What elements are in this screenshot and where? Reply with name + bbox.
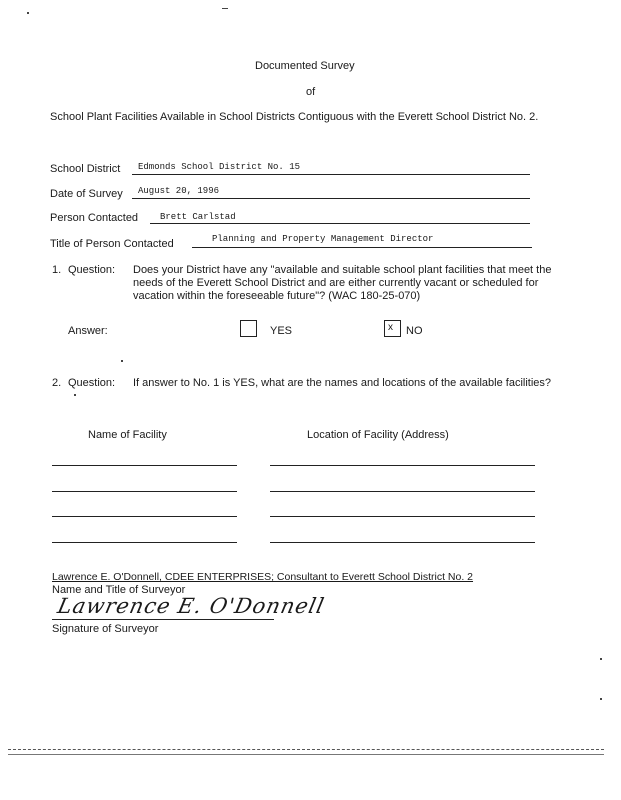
scan-speck (74, 394, 76, 396)
no-label: NO (406, 325, 423, 337)
scan-speck (222, 8, 228, 9)
title-contacted-value: Planning and Property Management Director (212, 234, 434, 244)
title-contacted-line (192, 247, 532, 248)
scan-speck (600, 658, 602, 660)
q2-text: If answer to No. 1 is YES, what are the names and locations of the available facilities? (133, 377, 552, 389)
no-check-mark: x (388, 322, 393, 333)
facility-location-line (270, 516, 535, 517)
scan-bottom-edge (8, 754, 604, 755)
surveyor-name-title-label: Name and Title of Surveyor (52, 584, 186, 596)
school-district-line (132, 174, 530, 175)
title-contacted-label: Title of Person Contacted (50, 238, 174, 250)
surveyor-name-title: Lawrence E. O'Donnell, CDEE ENTERPRISES; Consultant to Everett School District No. 2 (52, 571, 474, 583)
signature-line (52, 619, 274, 620)
date-of-survey-label: Date of Survey (50, 188, 123, 200)
signature-label: Signature of Surveyor (52, 623, 159, 635)
yes-checkbox[interactable] (240, 320, 257, 337)
facility-name-header: Name of Facility (88, 429, 167, 441)
facility-location-line (270, 491, 535, 492)
scan-speck (600, 698, 602, 700)
date-of-survey-line (132, 198, 530, 199)
facility-name-line (52, 465, 237, 466)
scan-speck (121, 360, 123, 362)
document-subtitle: School Plant Facilities Available in School Districts Contiguous with the Everett School District No. 2. (50, 111, 539, 123)
school-district-label: School District (50, 163, 121, 175)
facility-name-line (52, 491, 237, 492)
q1-number: 1. (52, 264, 62, 276)
signature-image: Lawrence E. O'Donnell (55, 594, 327, 618)
person-contacted-line (150, 223, 530, 224)
person-contacted-value: Brett Carlstad (160, 212, 236, 222)
q2-label: Question: (68, 377, 116, 389)
answer-label: Answer: (68, 325, 108, 337)
date-of-survey-value: August 20, 1996 (138, 186, 220, 196)
yes-label: YES (270, 325, 293, 337)
school-district-value: Edmonds School District No. 15 (138, 162, 301, 172)
facility-name-line (52, 542, 237, 543)
document-title: Documented Survey (255, 60, 355, 72)
of-text: of (306, 86, 316, 98)
facility-name-line (52, 516, 237, 517)
q1-label: Question: (68, 264, 116, 276)
scan-speck (27, 12, 29, 14)
q2-number: 2. (52, 377, 62, 389)
no-checkbox[interactable] (384, 320, 401, 337)
q1-text: Does your District have any "available and suitable school plant facilities that meet the needs of the Everett School District and are either currently vacant or scheduled for vacation within the foreseeable future"? (WAC 180-25-070) (133, 264, 552, 302)
facility-location-header: Location of Facility (Address) (307, 429, 449, 441)
facility-location-line (270, 542, 535, 543)
scan-bottom-rule (8, 749, 604, 750)
facility-location-line (270, 465, 535, 466)
person-contacted-label: Person Contacted (50, 212, 139, 224)
